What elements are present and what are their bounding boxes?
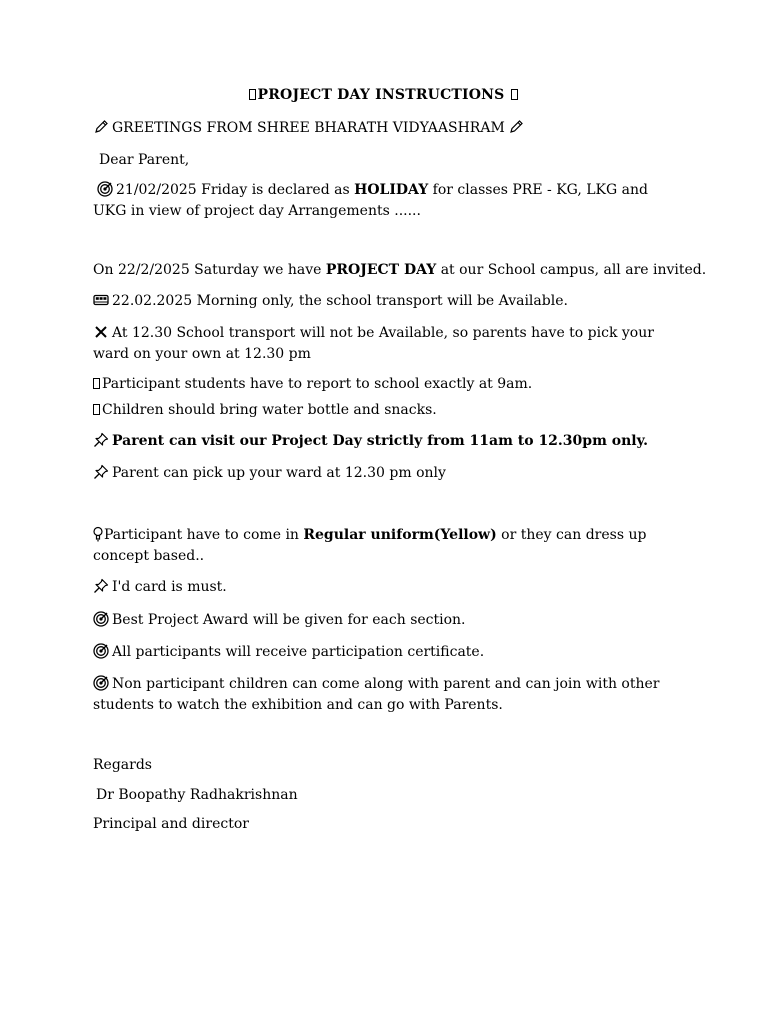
signatory-designation: Principal and director (93, 816, 249, 832)
award-line (93, 610, 676, 631)
non-participant-text: Non participant children can come along with parent and can join with other students to watch the exhibition and can go with Parents. (93, 676, 660, 713)
holiday-text: 21/02/2025 Friday is declared as (116, 182, 355, 198)
holiday-bold: HOLIDAY (354, 182, 429, 198)
missing-glyph-icon (93, 378, 100, 389)
project-day-bold: PROJECT DAY (325, 262, 437, 278)
title-text: PROJECT DAY INSTRUCTIONS (257, 87, 505, 103)
greeting-text: GREETINGS FROM SHREE BHARATH VIDYAASHRAM (112, 120, 505, 136)
uniform-bold: Regular uniform(Yellow) (303, 527, 497, 543)
pushpin-icon (93, 578, 109, 594)
water-snacks-text: Children should bring water bottle and snacks. (102, 402, 437, 418)
report-time-text: Participant students have to report to school exactly at 9am. (102, 376, 533, 392)
transport-available-line (93, 291, 676, 312)
uniform-after: or they can dress up concept based.. (93, 527, 647, 564)
id-card-line (93, 577, 676, 598)
project-day-text: On 22/2/2025 Saturday we have (93, 262, 326, 278)
award-text: Best Project Award will be given for each section. (112, 612, 466, 628)
holiday-notice (93, 180, 676, 222)
certificate-text: All participants will receive participation certificate. (112, 644, 485, 660)
missing-glyph-icon (249, 89, 256, 100)
transport-unavailable-text: At 12.30 School transport will not be Available, so parents have to pick your ward on your own at 12.30 pm (93, 325, 654, 362)
page-title (0, 85, 768, 106)
direct-hit-icon (97, 181, 113, 197)
pen-icon (93, 119, 109, 135)
certificate-line (93, 642, 676, 663)
pickup-text: Parent can pick up your ward at 12.30 pm only (112, 465, 446, 481)
non-participant-line (93, 674, 676, 716)
holiday-rest: for classes PRE - KG, LKG and UKG in view of project day Arrangements ...... (93, 182, 648, 219)
cross-mark-icon (93, 324, 109, 340)
pen-icon (508, 119, 524, 135)
report-time-line (93, 374, 676, 395)
visit-time-line (93, 431, 676, 452)
greeting-line (93, 118, 676, 139)
uniform-line (93, 525, 676, 567)
transport-unavailable-line (93, 323, 676, 365)
id-card-text: I'd card is must. (112, 579, 227, 595)
pickup-line (93, 463, 676, 484)
regards: Regards (93, 757, 152, 773)
pushpin-icon (93, 464, 109, 480)
light-bulb-icon (93, 526, 103, 542)
bus-icon (93, 292, 109, 308)
missing-glyph-icon (93, 404, 100, 415)
project-day-line (93, 260, 707, 281)
missing-glyph-icon (511, 89, 518, 100)
direct-hit-icon (93, 675, 109, 691)
pushpin-icon (93, 432, 109, 448)
transport-available-text: 22.02.2025 Morning only, the school transport will be Available. (112, 293, 568, 309)
direct-hit-icon (93, 643, 109, 659)
direct-hit-icon (93, 611, 109, 627)
project-day-after: at our School campus, all are invited. (436, 262, 707, 278)
water-snacks-line (93, 400, 676, 421)
visit-time-text: Parent can visit our Project Day strictly from 11am to 12.30pm only. (112, 433, 648, 449)
uniform-text: Participant have to come in (104, 527, 304, 543)
signatory-name: Dr Boopathy Radhakrishnan (96, 787, 298, 803)
salutation: Dear Parent, (99, 152, 190, 168)
